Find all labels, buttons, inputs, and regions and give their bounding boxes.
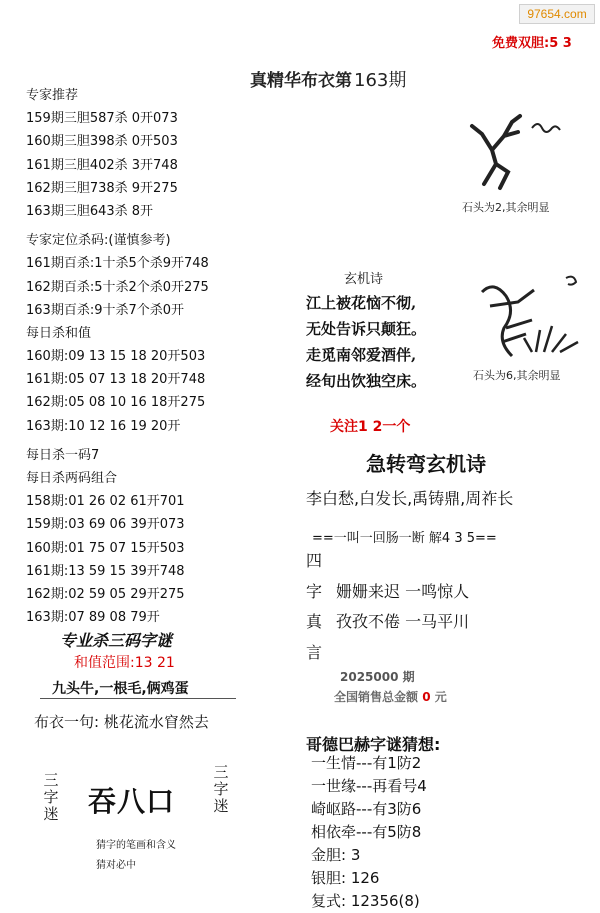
expert-title: 专家推荐 bbox=[26, 88, 79, 103]
position-kill-row: 162期百杀:5十杀2个杀0开275 bbox=[26, 279, 209, 295]
side-char: 字 bbox=[43, 788, 59, 806]
big-riddle: 吞八口 bbox=[88, 785, 176, 818]
daily-two-row: 160期:01 75 07 15开503 bbox=[26, 540, 185, 556]
side-char: 三 bbox=[43, 771, 59, 789]
poem-title: 玄机诗 bbox=[344, 272, 384, 287]
four-words-row bbox=[306, 577, 469, 608]
sales-amount: 0 bbox=[422, 690, 431, 704]
side-char: 字 bbox=[213, 780, 229, 798]
sales-unit: 元 bbox=[434, 690, 447, 704]
goedel-row: 相依牵---有5防8 bbox=[311, 823, 422, 841]
sketch-caption-bottom: 石头为6,其余明显 bbox=[473, 369, 561, 382]
daily-two-row: 163期:07 89 08 79开 bbox=[26, 610, 160, 626]
four-words-block bbox=[306, 546, 469, 668]
daily-two-row: 159期:03 69 06 39开073 bbox=[26, 517, 185, 533]
goedel-row: 崎岖路---有3防6 bbox=[311, 800, 422, 818]
hint-line: 猜对必中 bbox=[96, 860, 136, 871]
expert-row: 160期三胆398杀 0开503 bbox=[26, 134, 178, 150]
goedel-title: 哥德巴赫字谜猜想: bbox=[306, 735, 441, 754]
sales-total bbox=[334, 688, 447, 705]
position-kill-title: 专家定位杀码:(谨慎参考) bbox=[26, 233, 171, 249]
expert-row: 159期三胆587杀 0开073 bbox=[26, 111, 178, 127]
four-words-char: 言 bbox=[306, 642, 323, 662]
follow-note: 关注1 2一个 bbox=[330, 419, 411, 435]
three-code-title: 专业杀三码字谜 bbox=[60, 631, 173, 650]
side-label-left bbox=[42, 772, 60, 823]
poem-line: 经旬出饮独空床。 bbox=[306, 372, 427, 390]
daily-sum-row: 161期:05 07 13 18 20开748 bbox=[26, 372, 206, 388]
daily-two-row: 162期:02 59 05 29开275 bbox=[26, 586, 185, 602]
four-words-row bbox=[306, 638, 469, 669]
sum-range: 和值范围:13 21 bbox=[74, 655, 175, 671]
sketch-caption-top: 石头为2,其余明显 bbox=[462, 201, 550, 214]
daily-sum-row: 162期:05 08 10 16 18开275 bbox=[26, 395, 206, 411]
sales-label: 全国销售总金额 bbox=[334, 690, 419, 704]
expert-row: 163期三胆643杀 8开 bbox=[26, 203, 154, 219]
hint-line: 猜字的笔画和含义 bbox=[96, 840, 176, 851]
position-kill-row: 161期百杀:1十杀5个杀9开748 bbox=[26, 256, 209, 272]
left-column bbox=[26, 84, 209, 629]
poem-block bbox=[306, 290, 426, 394]
side-char: 迷 bbox=[213, 797, 229, 815]
position-kill-row: 163期百杀:9十杀7个杀0开 bbox=[26, 302, 185, 318]
one-liner: 布衣一句: 桃花流水窅然去 bbox=[34, 713, 209, 731]
four-words-row bbox=[306, 546, 469, 577]
expert-row: 162期三胆738杀 9开275 bbox=[26, 180, 178, 196]
side-label-right bbox=[212, 764, 230, 815]
poem-line: 走觅南邻爱酒伴, bbox=[306, 346, 417, 364]
riddle-sayings: 九头牛,一根毛,俩鸡蛋 bbox=[52, 681, 189, 697]
page-title bbox=[250, 66, 406, 92]
side-char: 迷 bbox=[43, 805, 59, 823]
riddle-line: ==一叫一回肠一断 解4 3 5== bbox=[312, 531, 497, 546]
four-words-char: 真 bbox=[306, 612, 323, 631]
goedel-row: 一世缘---再看号4 bbox=[311, 777, 427, 795]
goedel-row: 一生情---有1防2 bbox=[311, 754, 422, 772]
expert-row: 161期三胆402杀 3开748 bbox=[26, 157, 178, 173]
goedel-row: 复式: 12356(8) bbox=[311, 892, 420, 910]
four-words-text: 姗姗来迟 一鸣惊人 bbox=[336, 581, 470, 601]
daily-two-row: 158期:01 26 02 61开701 bbox=[26, 494, 185, 510]
four-words-row bbox=[306, 607, 469, 638]
stick-figure-sketch bbox=[462, 112, 562, 192]
sharp-turn-title: 急转弯玄机诗 bbox=[366, 452, 486, 476]
sharp-turn-line: 李白愁,白发长,禹铸鼎,周祚长 bbox=[306, 489, 514, 508]
four-words-char: 四 bbox=[306, 551, 323, 570]
side-char: 三 bbox=[213, 763, 229, 781]
sales-issue: 2025000 期 bbox=[340, 670, 415, 684]
daily-sum-row: 160期:09 13 15 18 20开503 bbox=[26, 349, 206, 365]
daily-two-row: 161期:13 59 15 39开748 bbox=[26, 563, 185, 579]
daily-kill-one: 每日杀一码7 bbox=[26, 447, 100, 463]
rock-and-grass-sketch bbox=[476, 272, 586, 360]
poem-line: 无处告诉只颠狂。 bbox=[306, 320, 427, 338]
daily-sum-row: 163期:10 12 16 19 20开 bbox=[26, 418, 181, 434]
divider bbox=[40, 698, 236, 699]
daily-two-title: 每日杀两码组合 bbox=[26, 471, 118, 486]
goedel-list bbox=[311, 752, 427, 913]
title-text: 真精华布衣第 bbox=[250, 71, 352, 91]
four-words-text: 孜孜不倦 一马平川 bbox=[336, 612, 470, 631]
daily-sum-title: 每日杀和值 bbox=[26, 325, 92, 341]
poem-line: 江上被花恼不彻, bbox=[306, 294, 417, 312]
site-logo: 97654.com bbox=[519, 4, 595, 24]
goedel-row: 银胆: 126 bbox=[311, 869, 380, 887]
goedel-row: 金胆: 3 bbox=[311, 846, 361, 864]
free-double-pick: 免费双胆:5 3 bbox=[492, 36, 572, 51]
title-issue: 163期 bbox=[354, 70, 407, 91]
four-words-char: 字 bbox=[306, 581, 323, 601]
